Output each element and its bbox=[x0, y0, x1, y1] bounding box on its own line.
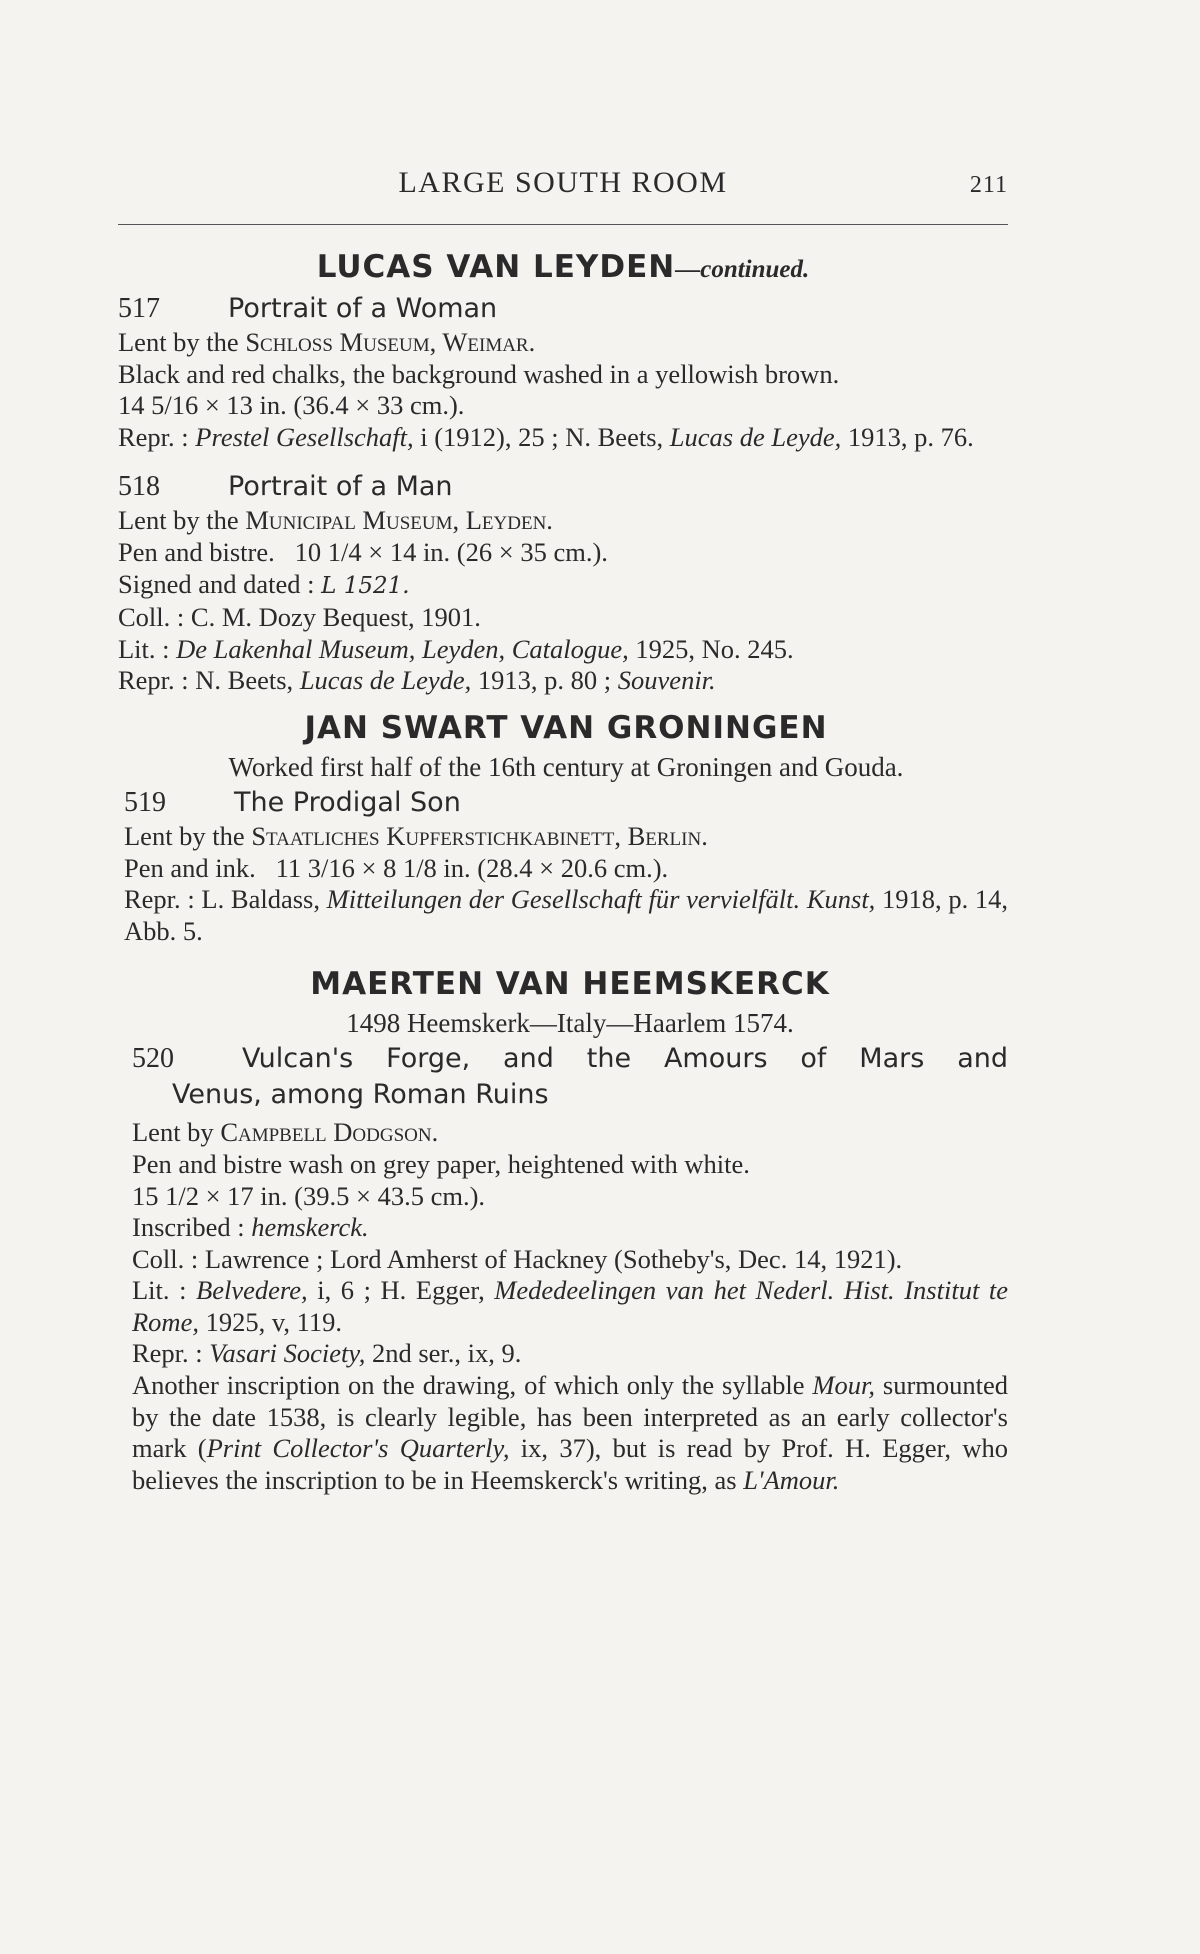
entry-title-continued: Venus, among Roman Ruins bbox=[172, 1079, 549, 1111]
entry-note: Another inscription on the drawing, of which only the syllable Mour, surmounted by the date 1538, is clearly legible, has been interpreted as an early collector's mark (Print Collector's Quarterly, ix, 37), but is read by Prof. H. Egger, who believes the inscription to be in Heemskerck's writing, as L'Amour. bbox=[132, 1370, 1009, 1495]
entry-number: 518 bbox=[118, 471, 160, 503]
entry-title bbox=[124, 785, 1008, 821]
inscribed: Inscribed : hemskerck. bbox=[132, 1212, 369, 1243]
entry-title-text: Vulcan's Forge, and the Amours of Mars and bbox=[242, 1043, 1008, 1075]
collection: Coll. : C. M. Dozy Bequest, 1901. bbox=[118, 602, 481, 633]
reproduction: Repr. : L. Baldass, Mitteilungen der Gesellschaft für vervielfält. Kunst, 1918, p. 14, Abb. 5. bbox=[124, 884, 1009, 946]
reproduction: Repr. : Prestel Gesellschaft, i (1912), 25 ; N. Beets, Lucas de Leyde, 1913, p. 76. bbox=[118, 421, 974, 452]
page-number: 211 bbox=[969, 172, 1008, 198]
medium-dimensions: Pen and ink. 11 3/16 × 8 1/8 in. (28.4 × 20.6 cm.). bbox=[124, 852, 669, 883]
entry-title-text: Portrait of a Woman bbox=[228, 293, 498, 324]
dimensions: 14 5/16 × 13 in. (36.4 × 33 cm.). bbox=[118, 390, 465, 421]
header-rule bbox=[118, 224, 1008, 225]
lender-name: Municipal Museum, Leyden. bbox=[245, 505, 553, 536]
artist-heading: MAERTEN VAN HEEMSKERCK bbox=[310, 966, 830, 1003]
entry-title bbox=[118, 469, 1008, 505]
medium: Black and red chalks, the background washed in a yellowish brown. bbox=[118, 358, 840, 389]
literature: Lit. : De Lakenhal Museum, Leyden, Catalogue, 1925, No. 245. bbox=[118, 633, 794, 664]
literature: Lit. : Belvedere, i, 6 ; H. Egger, Mededeelingen van het Nederl. Hist. Institut te Rome, 1925, v, 119. bbox=[132, 1275, 1009, 1337]
signed: Signed and dated : L 1521. bbox=[118, 568, 410, 599]
entry-number: 517 bbox=[118, 293, 160, 324]
page-body bbox=[118, 246, 1018, 1496]
reproduction: Repr. : N. Beets, Lucas de Leyde, 1913, p. 80 ; Souvenir. bbox=[118, 665, 716, 696]
lender-name: Campbell Dodgson. bbox=[220, 1117, 439, 1148]
running-title: LARGE SOUTH ROOM bbox=[398, 166, 728, 199]
medium-dimensions: Pen and bistre. 10 1/4 × 14 in. (26 × 35 cm.). bbox=[118, 536, 608, 567]
artist-dates: 1498 Heemskerk—Italy—Haarlem 1574. bbox=[346, 1008, 794, 1039]
lent-by: Lent by the Staatliches Kupferstichkabinett, Berlin. bbox=[124, 820, 708, 851]
artist-heading: LUCAS VAN LEYDEN—continued. bbox=[316, 249, 810, 285]
entry-title-text: Portrait of a Man bbox=[228, 471, 453, 503]
entry-number: 519 bbox=[124, 786, 166, 818]
artist-note: Worked first half of the 16th century at Groningen and Gouda. bbox=[228, 751, 904, 782]
running-head bbox=[118, 166, 1008, 202]
entry-517 bbox=[118, 291, 1008, 453]
artist-heading: JAN SWART VAN GRONINGEN bbox=[304, 709, 828, 746]
medium: Pen and bistre wash on grey paper, heightened with white. bbox=[132, 1148, 750, 1179]
reproduction: Repr. : Vasari Society, 2nd ser., ix, 9. bbox=[132, 1338, 522, 1369]
dimensions: 15 1/2 × 17 in. (39.5 × 43.5 cm.). bbox=[132, 1180, 486, 1211]
entry-520 bbox=[132, 1041, 1008, 1496]
entry-title bbox=[132, 1041, 1008, 1077]
collection: Coll. : Lawrence ; Lord Amherst of Hackney (Sotheby's, Dec. 14, 1921). bbox=[132, 1243, 903, 1274]
lent-by: Lent by the Schloss Museum, Weimar. bbox=[118, 327, 536, 357]
entry-title-text: The Prodigal Son bbox=[234, 786, 461, 818]
lent-by: Lent by the Municipal Museum, Leyden. bbox=[118, 505, 553, 536]
entry-number: 520 bbox=[132, 1043, 174, 1075]
lent-by: Lent by Campbell Dodgson. bbox=[132, 1117, 439, 1148]
entry-title bbox=[118, 291, 1008, 327]
entry-519 bbox=[124, 785, 1008, 947]
lender-name: Staatliches Kupferstichkabinett, Berlin. bbox=[251, 820, 708, 851]
section-lucas-van-leyden bbox=[118, 246, 1008, 697]
lender-name: Schloss Museum, Weimar. bbox=[245, 327, 536, 357]
entry-518 bbox=[118, 469, 1008, 697]
section-jan-swart-van-groningen bbox=[124, 707, 1008, 947]
section-maerten-van-heemskerck bbox=[132, 963, 1008, 1496]
